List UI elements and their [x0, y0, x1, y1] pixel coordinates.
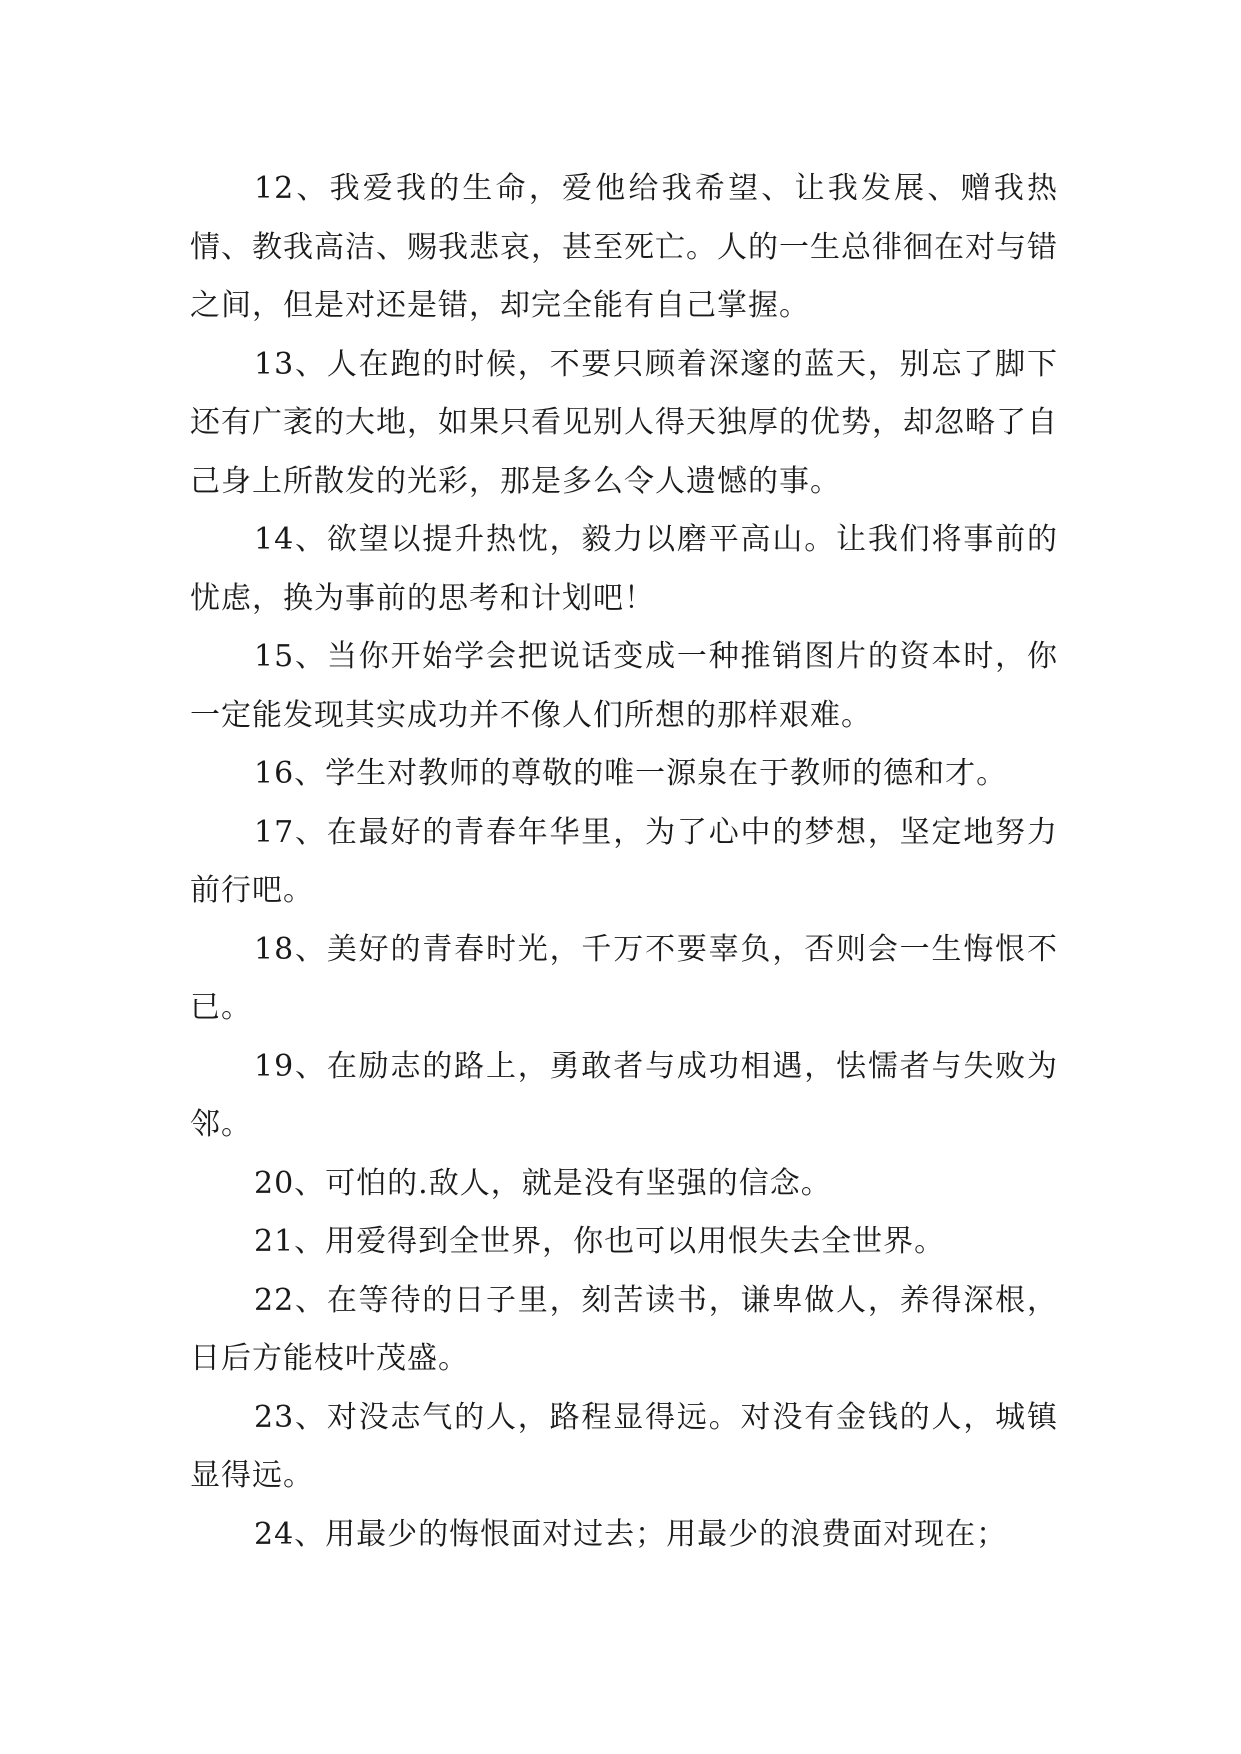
paragraph-12: 12、我爱我的生命，爱他给我希望、让我发展、赠我热情、教我高洁、赐我悲哀，甚至死亡。人的一生总徘徊在对与错之间，但是对还是错，却完全能有自己掌握。: [190, 171, 1058, 323]
paragraph-22: 22、在等待的日子里，刻苦读书，谦卑做人，养得深根，日后方能枝叶茂盛。: [190, 1282, 1058, 1376]
paragraph-13: 13、人在跑的时候，不要只顾着深邃的蓝天，别忘了脚下还有广袤的大地，如果只看见别人得天独厚的优势，却忽略了自己身上所散发的光彩，那是多么令人遗憾的事。: [190, 346, 1058, 499]
paragraph-19: 19、在励志的路上，勇敢者与成功相遇，怯懦者与失败为邻。: [190, 1048, 1058, 1142]
paragraph-20: 20、可怕的.敌人，就是没有坚强的信念。: [254, 1165, 832, 1201]
paragraph-24: 24、用最少的悔恨面对过去；用最少的浪费面对现在；: [254, 1516, 1008, 1552]
paragraph-23: 23、对没志气的人，路程显得远。对没有金钱的人，城镇显得远。: [190, 1399, 1058, 1493]
paragraph-15: 15、当你开始学会把说话变成一种推销图片的资本时，你一定能发现其实成功并不像人们所想的那样艰难。: [190, 639, 1058, 733]
paragraph-16: 16、学生对教师的尊敬的唯一源泉在于教师的德和才。: [254, 756, 1008, 791]
paragraph-21: 21、用爱得到全世界，你也可以用恨失去全世界。: [254, 1224, 946, 1259]
document-body: [190, 160, 1058, 1564]
paragraph-17: 17、在最好的青春年华里，为了心中的梦想，坚定地努力前行吧。: [190, 814, 1058, 908]
paragraph-18: 18、美好的青春时光，千万不要辜负，否则会一生悔恨不已。: [190, 931, 1058, 1025]
paragraph-14: 14、欲望以提升热忱，毅力以磨平高山。让我们将事前的忧虑，换为事前的思考和计划吧！: [190, 522, 1058, 616]
